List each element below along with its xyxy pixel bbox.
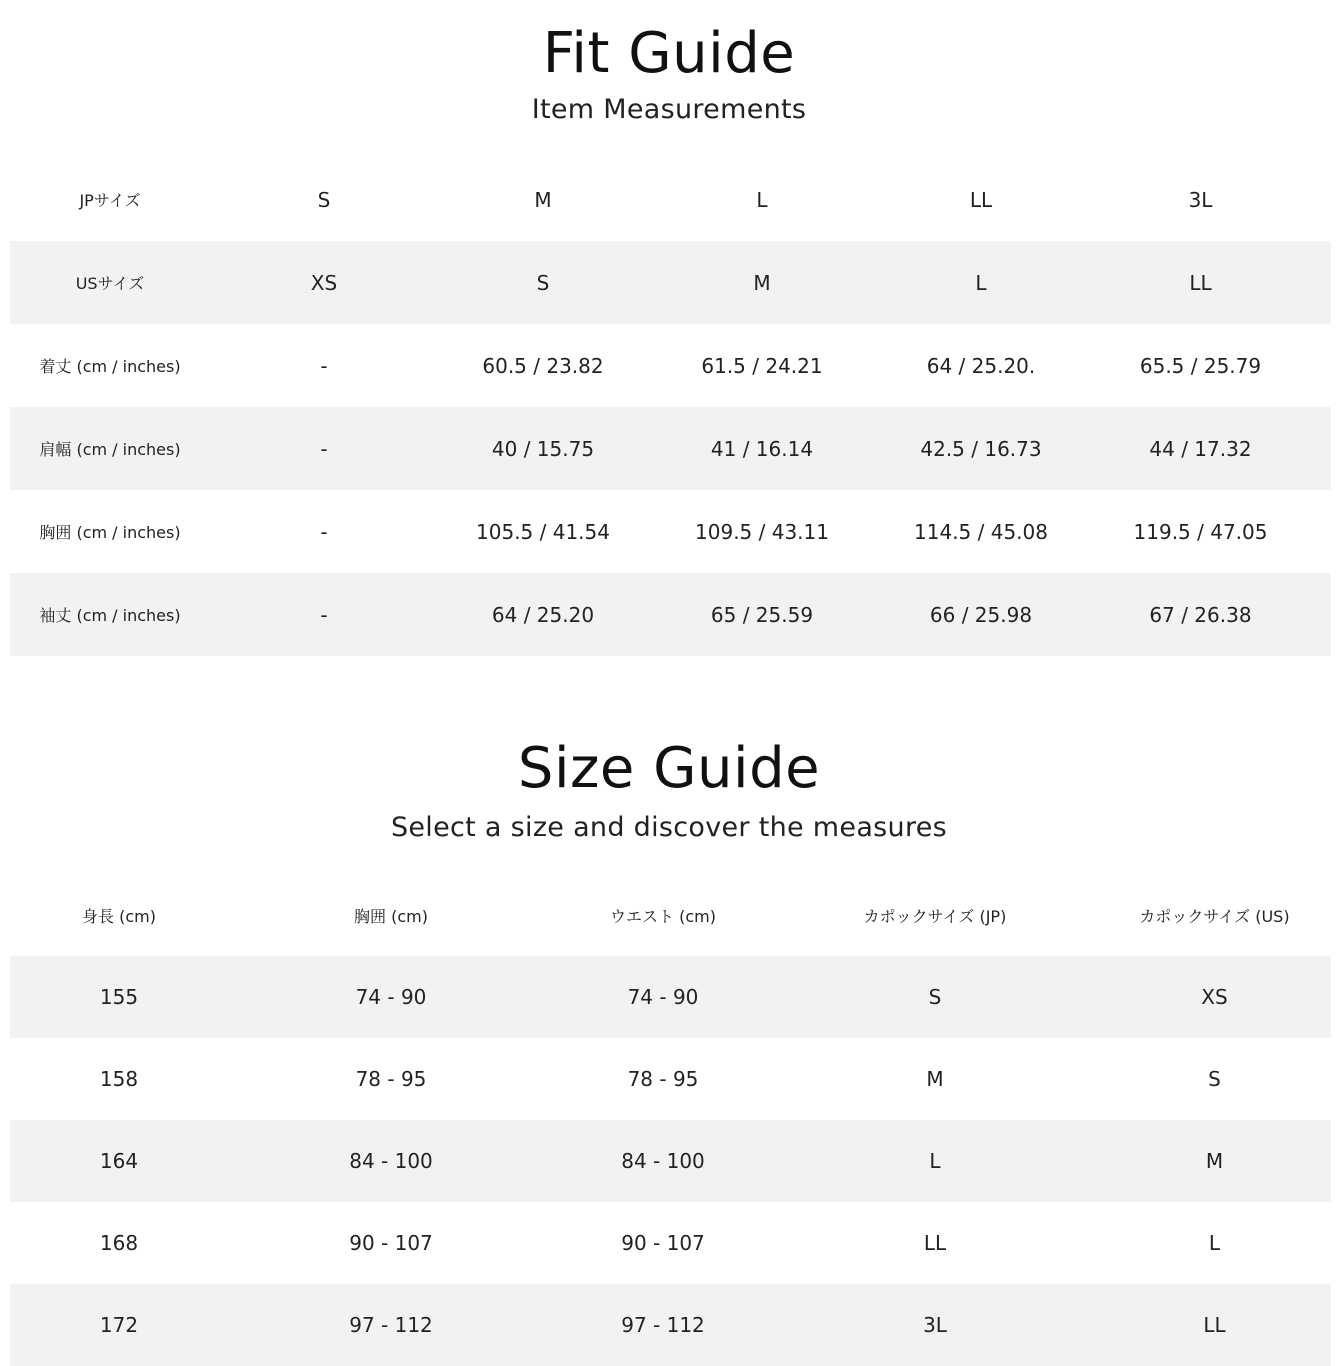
- table-cell: 41 / 16.14: [710, 436, 814, 461]
- table-cell: 64 / 25.20.: [926, 353, 1036, 378]
- table-row: [10, 241, 1331, 324]
- column-header: カポックサイズ (US): [1139, 906, 1290, 926]
- table-cell: 97 - 112: [349, 1313, 433, 1337]
- column-header: 胸囲 (cm): [354, 906, 428, 926]
- table-cell: 172: [99, 1313, 139, 1337]
- column-header: カポックサイズ (JP): [863, 906, 1007, 926]
- table-cell: 44 / 17.32: [1149, 436, 1252, 461]
- table-cell: L: [756, 187, 768, 212]
- table-cell: M: [534, 187, 552, 212]
- table-cell: 3L: [923, 1313, 947, 1337]
- table-cell: -: [320, 353, 328, 378]
- table-row: [10, 324, 1331, 407]
- table-cell: -: [320, 436, 328, 461]
- column-header: 身長 (cm): [82, 906, 156, 926]
- table-cell: 114.5 / 45.08: [914, 519, 1048, 544]
- table-cell: M: [753, 270, 771, 295]
- table-cell: M: [1205, 1149, 1224, 1173]
- table-cell: 84 - 100: [349, 1149, 433, 1173]
- fit-guide-title: Fit Guide: [542, 21, 796, 86]
- table-cell: 42.5 / 16.73: [920, 436, 1042, 461]
- row-label: 袖丈 (cm / inches): [39, 606, 181, 625]
- table-cell: LL: [1189, 270, 1212, 295]
- table-cell: 3L: [1188, 187, 1213, 212]
- table-cell: 74 - 90: [355, 985, 427, 1009]
- table-cell: 90 - 107: [349, 1231, 433, 1255]
- table-cell: 78 - 95: [355, 1067, 427, 1091]
- table-cell: S: [928, 985, 942, 1009]
- size-guide-title: Size Guide: [517, 736, 821, 801]
- table-row: [10, 407, 1331, 490]
- table-cell: 90 - 107: [621, 1231, 705, 1255]
- table-cell: -: [320, 602, 328, 627]
- row-label: USサイズ: [75, 274, 145, 293]
- table-cell: S: [317, 187, 331, 212]
- size-guide-subtitle: Select a size and discover the measures: [390, 812, 948, 843]
- row-label: JPサイズ: [79, 191, 141, 210]
- table-row: [10, 573, 1331, 656]
- table-row: [10, 490, 1331, 573]
- table-cell: 119.5 / 47.05: [1133, 519, 1268, 544]
- table-cell: 168: [99, 1231, 139, 1255]
- table-cell: XS: [310, 270, 338, 295]
- table-cell: 65 / 25.59: [710, 602, 814, 627]
- table-cell: 97 - 112: [621, 1313, 705, 1337]
- table-cell: M: [926, 1067, 944, 1091]
- row-label: 着丈 (cm / inches): [39, 357, 181, 376]
- table-cell: L: [929, 1149, 941, 1173]
- table-cell: 60.5 / 23.82: [482, 353, 604, 378]
- table-cell: 158: [99, 1067, 139, 1091]
- table-cell: XS: [1201, 985, 1228, 1009]
- table-cell: L: [975, 270, 987, 295]
- column-header: ウエスト (cm): [610, 906, 716, 926]
- table-cell: 67 / 26.38: [1149, 602, 1252, 627]
- fit-guide-table: [10, 158, 1331, 656]
- table-cell: 155: [99, 985, 139, 1009]
- table-cell: 164: [99, 1149, 139, 1173]
- table-cell: LL: [1203, 1313, 1226, 1337]
- table-cell: S: [1208, 1067, 1221, 1091]
- table-row: [10, 1038, 1331, 1120]
- table-row: [10, 1120, 1331, 1202]
- table-cell: 66 / 25.98: [929, 602, 1033, 627]
- table-cell: S: [536, 270, 550, 295]
- size-guide-table: [10, 874, 1331, 1366]
- table-row: [10, 158, 1331, 241]
- table-cell: 109.5 / 43.11: [695, 519, 829, 544]
- table-cell: L: [1208, 1231, 1221, 1255]
- table-cell: -: [320, 519, 328, 544]
- table-cell: LL: [923, 1231, 947, 1255]
- row-label: 肩幅 (cm / inches): [39, 440, 181, 459]
- table-cell: 74 - 90: [627, 985, 699, 1009]
- table-cell: 78 - 95: [627, 1067, 699, 1091]
- table-row: [10, 1202, 1331, 1284]
- row-label: 胸囲 (cm / inches): [39, 523, 181, 542]
- table-header-row: [10, 874, 1331, 956]
- table-cell: LL: [969, 187, 993, 212]
- table-cell: 84 - 100: [621, 1149, 705, 1173]
- table-row: [10, 1284, 1331, 1366]
- table-row: [10, 956, 1331, 1038]
- table-cell: 40 / 15.75: [491, 436, 595, 461]
- fit-guide-subtitle: Item Measurements: [531, 94, 807, 125]
- table-cell: 65.5 / 25.79: [1139, 353, 1262, 378]
- table-cell: 64 / 25.20: [491, 602, 595, 627]
- table-cell: 61.5 / 24.21: [701, 353, 823, 378]
- table-cell: 105.5 / 41.54: [476, 519, 610, 544]
